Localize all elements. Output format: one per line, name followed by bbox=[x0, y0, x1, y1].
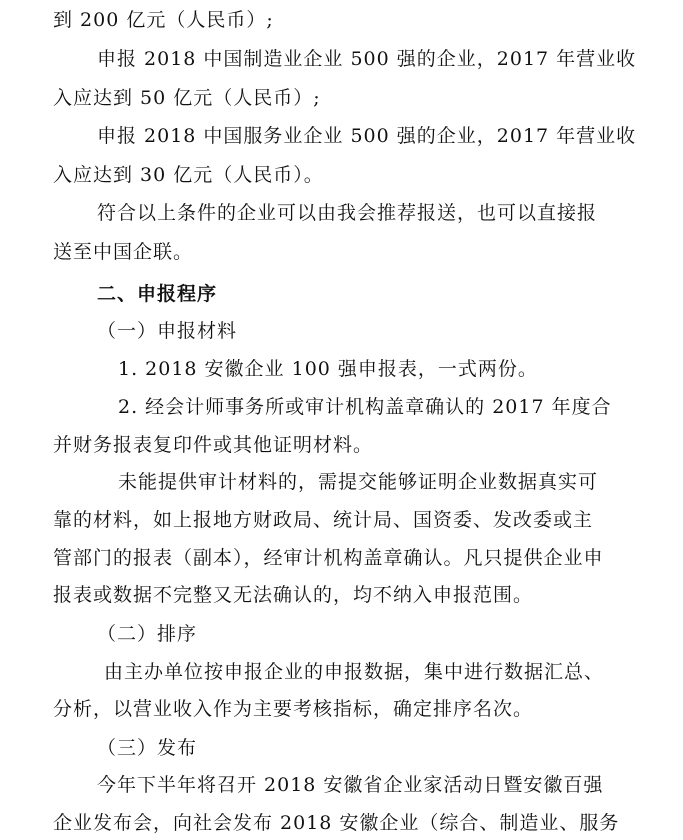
text-line: 申报 2018 中国服务业企业 500 强的企业，2017 年营业收 bbox=[97, 125, 637, 147]
text-line: 申报 2018 中国制造业企业 500 强的企业，2017 年营业收 bbox=[97, 48, 637, 70]
text-line: 报表或数据不完整又无法确认的，均不纳入申报范围。 bbox=[53, 584, 534, 606]
text-line: 入应达到 50 亿元（人民币）; bbox=[53, 87, 321, 109]
text-line: 符合以上条件的企业可以由我会推荐报送，也可以直接报 bbox=[97, 202, 598, 224]
text-line: 送至中国企联。 bbox=[53, 241, 194, 263]
text-line: 分析，以营业收入作为主要考核指标，确定排序名次。 bbox=[53, 698, 534, 720]
subsection-heading: （一）申报材料 bbox=[97, 320, 238, 342]
list-item: 1. 2018 安徽企业 100 强申报表，一式两份。 bbox=[118, 358, 538, 380]
subsection-heading: （三）发布 bbox=[97, 737, 198, 759]
list-item: 2. 经会计师事务所或审计机构盖章确认的 2017 年度合 bbox=[118, 396, 612, 418]
text-line: 今年下半年将召开 2018 安徽省企业家活动日暨安徽百强 bbox=[97, 774, 604, 796]
text-line: 并财务报表复印件或其他证明材料。 bbox=[53, 434, 374, 456]
text-line: 未能提供审计材料的，需提交能够证明企业数据真实可 bbox=[118, 471, 599, 493]
section-heading: 二、申报程序 bbox=[97, 283, 218, 305]
subsection-heading: （二）排序 bbox=[97, 623, 198, 645]
text-line: 靠的材料，如上报地方财政局、统计局、国资委、发改委或主 bbox=[53, 509, 594, 531]
text-line: 企业发布会，向社会发布 2018 安徽企业（综合、制造业、服务 bbox=[53, 812, 620, 834]
text-line: 管部门的报表（副本），经审计机构盖章确认。凡只提供企业申 bbox=[53, 547, 604, 569]
text-line: 由主办单位按申报企业的申报数据，集中进行数据汇总、 bbox=[104, 661, 605, 683]
text-line: 入应达到 30 亿元（人民币）。 bbox=[53, 164, 324, 186]
text-line: 到 200 亿元（人民币）; bbox=[53, 9, 274, 31]
